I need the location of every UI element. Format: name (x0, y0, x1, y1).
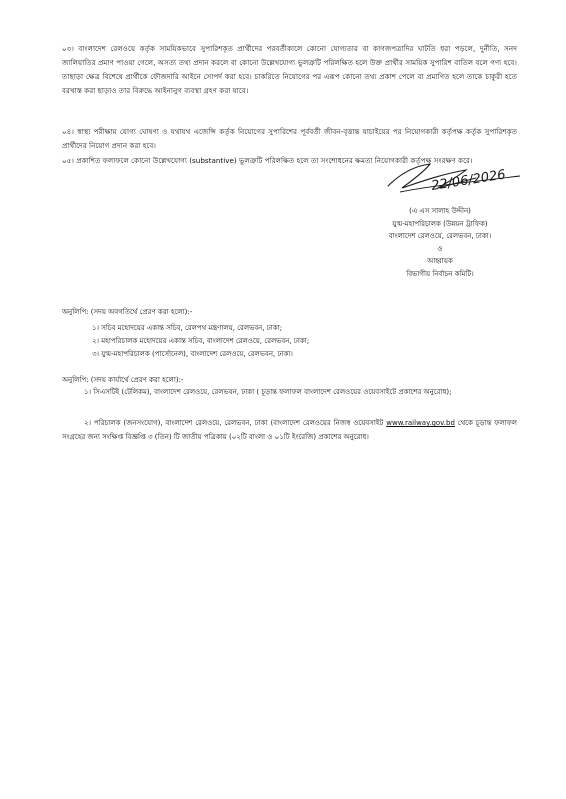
clause-03 (62, 42, 517, 98)
copy-action-heading: অনুলিপি: (সদয় কার্যার্থে প্রেরণ করা হলো):- (62, 376, 184, 384)
railway-website-link[interactable]: www.railway.gov.bd (386, 419, 455, 427)
copy-info-heading: অনুলিপি: (সদয় অবগতির্থে প্রেরণ করা হলো):- (62, 308, 193, 316)
copy-info-item: ১। সচিব মহোদয়ের একান্ত সচিব, রেলপথ মন্ত্রণালয়, রেলভবন, ঢাকা; (92, 324, 283, 332)
copy-action-item-2 (62, 417, 517, 444)
clause-number: ০৩। (62, 44, 74, 53)
clause-text: প্রকাশিত ফলাফলে কোনো উল্লেখযোগ্য (substantive) ভুলত্রুটি পরিলক্ষিত হলে তা সংশোধনের ক্ষমতা নিয়োগকারী কর্তৃপক্ষ সংরক্ষণ করে। (76, 156, 473, 165)
clause-04 (62, 125, 517, 153)
handwritten-signature (380, 152, 540, 202)
clause-number: ০৫। (62, 156, 74, 165)
copy-action-item-2-rest: থেকে চূড়ান্ত ফলাফল সংগ্রহের জন্য সংক্ষিপ্ত বিজ্ঞপ্তি ৩ (তিন) টি জাতীয় পত্রিকায় (০২টি বাংলা ও ০১টি ইংরেজি) প্রকাশের অনুরোধ। (62, 419, 517, 441)
copy-action-item-1: ১। সিএসটিই (টেলিকম), বাংলাদেশ রেলওয়ে, রেলভবন, ঢাকা ( চূড়ান্ত ফলাফল বাংলাদেশ রেলওয়ের ওয়েবসাইটে প্রকাশের অনুরোধ); (84, 388, 452, 396)
copy-info-item: ২। মহাপরিচালক মহোদয়ের একান্ত সচিব, বাংলাদেশ রেলওয়ে, রেলভবন, ঢাকা; (92, 337, 310, 345)
copy-info-item: ৩। যুগ্ম-মহাপরিচালক (পার্সোনেল), বাংলাদেশ রেলওয়ে, রেলভবন, ঢাকা। (92, 350, 293, 358)
signatory-name: (এ এস সালাহ উদ্দীন) (409, 207, 471, 215)
copy-action-item-2-text: ২। পরিচালক (জনসংযোগ), বাংলাদেশ রেলওয়ে, রেলভবন, ঢাকা (বাংলাদেশ রেলওয়ের নিজস্ব ওয়েবসাইট (84, 419, 384, 427)
committee-name: বিভাগীয় নির্বাচন কমিটি। (406, 269, 474, 278)
signatory-office: বাংলাদেশ রেলওয়ে, রেলভবন, ঢাকা। (388, 232, 492, 240)
signature-date: 22/06/2026 (430, 167, 507, 194)
clause-number: ০৪। (62, 127, 74, 136)
clause-text: স্বাস্থ্য পরীক্ষায় যোগ্য ঘোষণা ও যথাযথ এজেন্সি কর্তৃক নিয়োগের সুপারিশের পূর্ববর্তী জীবন-বৃত্তান্ত যাচাইয়ের পর নিয়োগকারী কর্তৃপক্ষ কর্তৃক সুপারিশকৃত প্রার্থীদের নিয়োগ প্রদান করা হবে। (62, 127, 517, 150)
signatory-role: আহ্বায়ক (427, 257, 453, 265)
signature-block (340, 205, 540, 280)
clause-text: বাংলাদেশ রেলওয়ে কর্তৃক সাময়িকভাবে সুপারিশকৃত প্রার্থীদের পরবর্তীকালে কোনো যোগ্যতার বা কাগজপত্রাদির ঘাটতি ধরা পড়লে, দুর্নীতি, সনদ জালিয়াতির প্রমাণ পাওয়া গেলে, অসত্য তথ্য প্রদান করলে বা কোনো উল্লেখযোগ্য ভুলত্রুটি পরিলক্ষিত হলে উক্ত প্রার্থীর সাময়িক সুপারিশ বাতিল বলে গণ্য হবে। তাছাড়া ক্ষেত্র বিশেষে প্রার্থীকে ফৌজদারি আইনে সোপর্দ করা হবে। চাকরিতে নিয়োগের পর এরূপ কোনো তথ্য প্রকাশ পেলে বা প্রমাণিত হলে তাকে চাকুরী হতে বরখাস্ত করা ছাড়াও তার বিরুদ্ধে আইনানুগ ব্যবস্থা গ্রহণ করা যাবে। (62, 44, 517, 95)
conjunction: ও (437, 244, 443, 253)
signatory-designation: যুগ্ম-মহাপরিচালক (উন্নয়ন ট্রাফিক) (392, 219, 488, 228)
